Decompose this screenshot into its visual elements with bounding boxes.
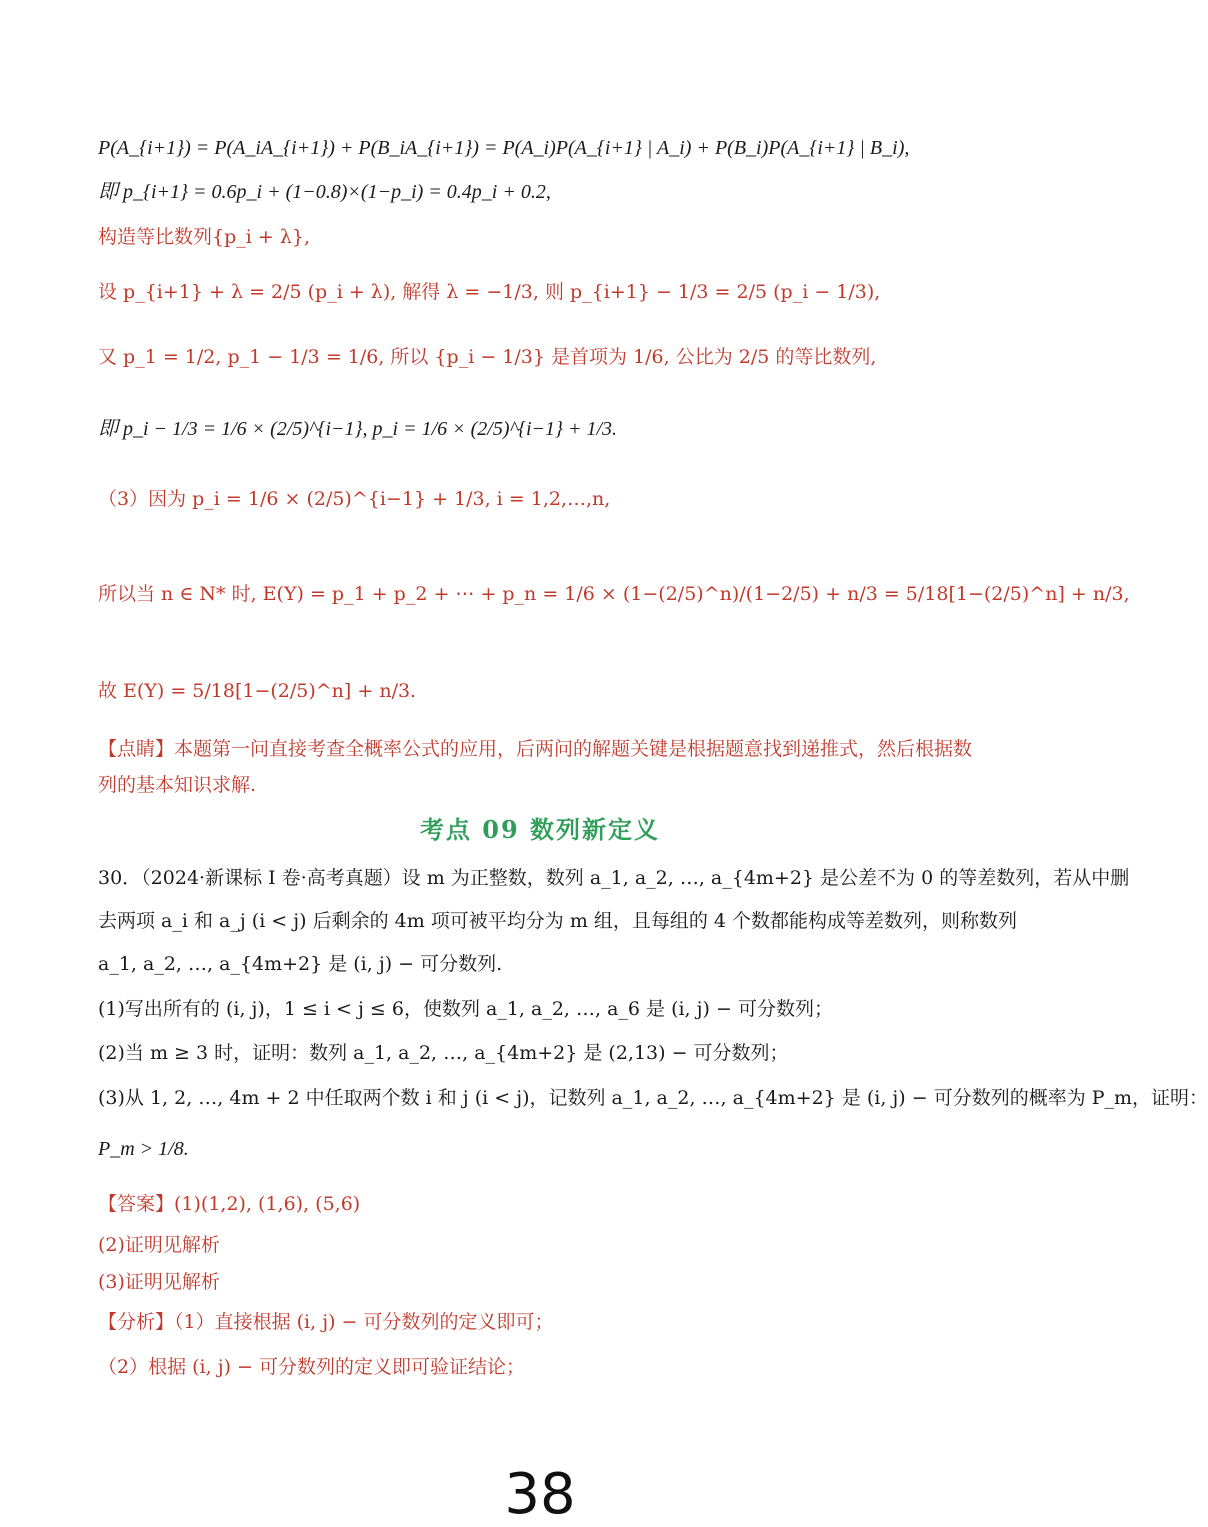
page-number: 38 [504,1462,576,1527]
set-lambda-line: 设 p_{i+1} + λ = 2/5 (p_i + λ), 解得 λ = −1/3, 则 p_{i+1} − 1/3 = 2/5 (p_i − 1/3), [98,281,881,303]
analysis-line-1: 【分析】（1）直接根据 (i, j) − 可分数列的定义即可； [98,1311,554,1333]
answer-line-1: 【答案】(1)(1,2), (1,6), (5,6) [98,1193,361,1215]
problem-line-3: a_1, a_2, …, a_{4m+2} 是 (i, j) − 可分数列. [98,953,503,975]
question-3-inequality: P_m > 1/8. [98,1138,189,1160]
first-term-line: 又 p_1 = 1/2, p_1 − 1/3 = 1/6, 所以 {p_i − 1/3} 是首项为 1/6, 公比为 2/5 的等比数列, [98,346,877,368]
analysis-line-2: （2）根据 (i, j) − 可分数列的定义即可验证结论； [98,1356,526,1378]
question-2: (2)当 m ≥ 3 时，证明：数列 a_1, a_2, …, a_{4m+2} 是 (2,13) − 可分数列； [98,1042,789,1064]
section-title: 考点 09 数列新定义 [419,815,661,844]
conclusion-line: 故 E(Y) = 5/18[1−(2/5)^n] + n/3. [98,680,417,702]
question-1: (1)写出所有的 (i, j)，1 ≤ i < j ≤ 6，使数列 a_1, a_2, …, a_6 是 (i, j) − 可分数列； [98,998,833,1020]
expectation-line: 所以当 n ∈ N* 时, E(Y) = p_1 + p_2 + ⋯ + p_n = 1/6 × (1−(2/5)^n)/(1−2/5) + n/3 = 5/18[1−(2/5)^n] + n/3, [98,583,1130,605]
part3-line: （3）因为 p_i = 1/6 × (2/5)^{i−1} + 1/3, i = 1,2,…,n, [98,488,611,510]
problem-line-1: 30．（2024·新课标 I 卷·高考真题）设 m 为正整数，数列 a_1, a_2, …, a_{4m+2} 是公差不为 0 的等差数列，若从中删 [98,867,1130,889]
comment-line-2: 列的基本知识求解. [98,774,257,796]
comment-line-1: 【点睛】本题第一问直接考查全概率公式的应用，后两问的解题关键是根据题意找到递推式，然后根据数 [98,738,973,760]
question-3: (3)从 1, 2, …, 4m + 2 中任取两个数 i 和 j (i < j)，记数列 a_1, a_2, …, a_{4m+2} 是 (i, j) − 可分数列的概率为 P_m，证明： [98,1087,1208,1109]
construct-sequence-line: 构造等比数列{p_i + λ}, [98,226,310,248]
answer-line-2: (2)证明见解析 [98,1234,220,1256]
general-term-line: 即 p_i − 1/3 = 1/6 × (2/5)^{i−1}, p_i = 1/6 × (2/5)^{i−1} + 1/3. [98,418,618,440]
answer-line-3: (3)证明见解析 [98,1271,220,1293]
problem-line-2: 去两项 a_i 和 a_j (i < j) 后剩余的 4m 项可被平均分为 m 组，且每组的 4 个数都能构成等差数列，则称数列 [98,910,1018,932]
equation-line-1: P(A_{i+1}) = P(A_iA_{i+1}) + P(B_iA_{i+1}) = P(A_i)P(A_{i+1} | A_i) + P(B_i)P(A_{i+1} | B_i), [98,137,910,159]
equation-line-2: 即 p_{i+1} = 0.6p_i + (1−0.8)×(1−p_i) = 0.4p_i + 0.2, [98,181,551,203]
